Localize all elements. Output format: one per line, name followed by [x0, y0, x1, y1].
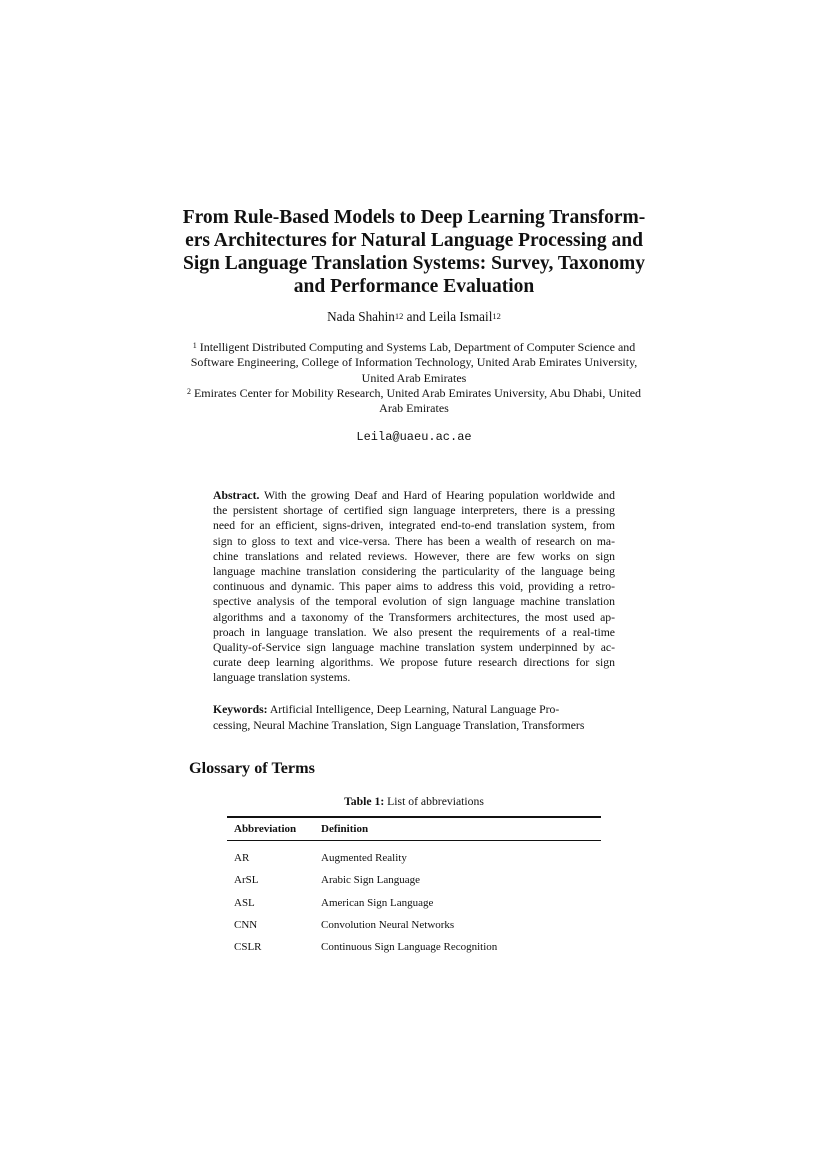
table-header-row [227, 818, 601, 840]
abstract-line: algorithms and a taxonomy of the Transformers architectures, the most used ap- [213, 610, 615, 624]
table-cell-definition: Convolution Neural Networks [321, 919, 455, 932]
keywords-line: cessing, Neural Machine Translation, Sign Language Translation, Transformers [213, 718, 585, 732]
table-caption-label: Table 1: [344, 795, 385, 808]
affiliation-text: Intelligent Distributed Computing and Systems Lab, Department of Computer Science and [196, 340, 636, 354]
keywords-line [213, 702, 615, 718]
table-cell-abbreviation: CSLR [234, 941, 262, 954]
author-name: Nada Shahin [327, 309, 395, 324]
affiliation-line [168, 340, 660, 355]
table-cell-abbreviation: ArSL [234, 874, 259, 887]
abstract-line: continuous and dynamic. This paper aims to address this void, providing a retro- [213, 580, 615, 594]
table-row [227, 892, 601, 914]
author-email[interactable]: Leila@uaeu.ac.ae [356, 430, 472, 444]
affiliation-mark: 1 [192, 341, 197, 350]
abstract-line: need for an efficient, signs-driven, integrated end-to-end translation system, from [213, 519, 615, 533]
table-cell-definition: Arabic Sign Language [321, 874, 420, 887]
table-row [227, 914, 601, 936]
abstract-line: curate deep learning algorithms. We propose future research directions for sign [213, 656, 615, 670]
affiliation-line: Arab Emirates [379, 401, 449, 416]
keywords-label: Keywords: [213, 703, 268, 716]
section-heading: Glossary of Terms [189, 759, 315, 777]
affiliations [168, 340, 660, 416]
abstract-text: With the growing Deaf and Hard of Hearing population worldwide and [259, 489, 615, 502]
author-affiliation-mark: 12 [492, 311, 501, 321]
keywords [213, 702, 615, 733]
abstract-line: chine translations and related reviews. However, there are few works on sign [213, 549, 615, 563]
table-cell-abbreviation: AR [234, 852, 250, 865]
abbreviations-table [227, 818, 601, 958]
author-affiliation-mark: 12 [394, 311, 404, 321]
abstract-line: sign to gloss to text and vice-versa. There has been a wealth of research on ma- [213, 534, 615, 548]
title-line: and Performance Evaluation [293, 276, 535, 297]
affiliation-line: United Arab Emirates [361, 370, 467, 385]
table-row [227, 869, 601, 891]
abstract-line: spective analysis of the temporal evolution of sign language machine translation [213, 595, 615, 609]
abstract-line: Quality-of-Service sign language machine translation system underpinned by ac- [213, 640, 615, 654]
table-cell-definition: Continuous Sign Language Recognition [321, 941, 498, 954]
abstract-line: the persistent shortage of certified sign language interpreters, there is a pressing [213, 504, 615, 518]
abstract-line: language translation systems. [213, 671, 351, 685]
table-cell-abbreviation: ASL [234, 896, 255, 909]
author-conjunction: and [403, 309, 430, 324]
title-line: ers Architectures for Natural Language Processing and [185, 230, 643, 251]
table-row [227, 936, 601, 958]
title-line: From Rule-Based Models to Deep Learning Transform- [182, 207, 646, 228]
table-caption [0, 794, 828, 809]
affiliation-text: Emirates Center for Mobility Research, United Arab Emirates University, Abu Dhabi, United [190, 385, 642, 400]
title-line: Sign Language Translation Systems: Survey, Taxonomy [183, 253, 645, 274]
affiliation-mark: 2 [186, 386, 191, 396]
abstract-label: Abstract. [213, 489, 260, 502]
table-cell-abbreviation: CNN [234, 919, 258, 932]
table-row [227, 847, 601, 869]
author-list [0, 308, 828, 326]
table-header-cell: Definition [321, 823, 369, 835]
author-name: Leila Ismail [429, 309, 493, 324]
abstract [213, 488, 615, 685]
table-header-cell: Abbreviation [234, 823, 297, 835]
keywords-text: Artificial Intelligence, Deep Learning, Natural Language Pro- [267, 703, 560, 716]
abstract-line [213, 488, 615, 503]
abstract-line: language machine translation considering the particularity of the language being [213, 564, 615, 578]
abstract-line: proach in language translation. We also present the requirements of a real-time [213, 625, 615, 639]
table-cell-definition: Augmented Reality [321, 852, 407, 865]
affiliation-line: Software Engineering, College of Information Technology, United Arab Emirates University, [190, 355, 638, 370]
table-cell-definition: American Sign Language [321, 896, 434, 909]
table-body [227, 847, 601, 958]
table-caption-text: List of abbreviations [384, 795, 484, 808]
paper-title [168, 206, 660, 298]
affiliation-line [168, 386, 660, 401]
